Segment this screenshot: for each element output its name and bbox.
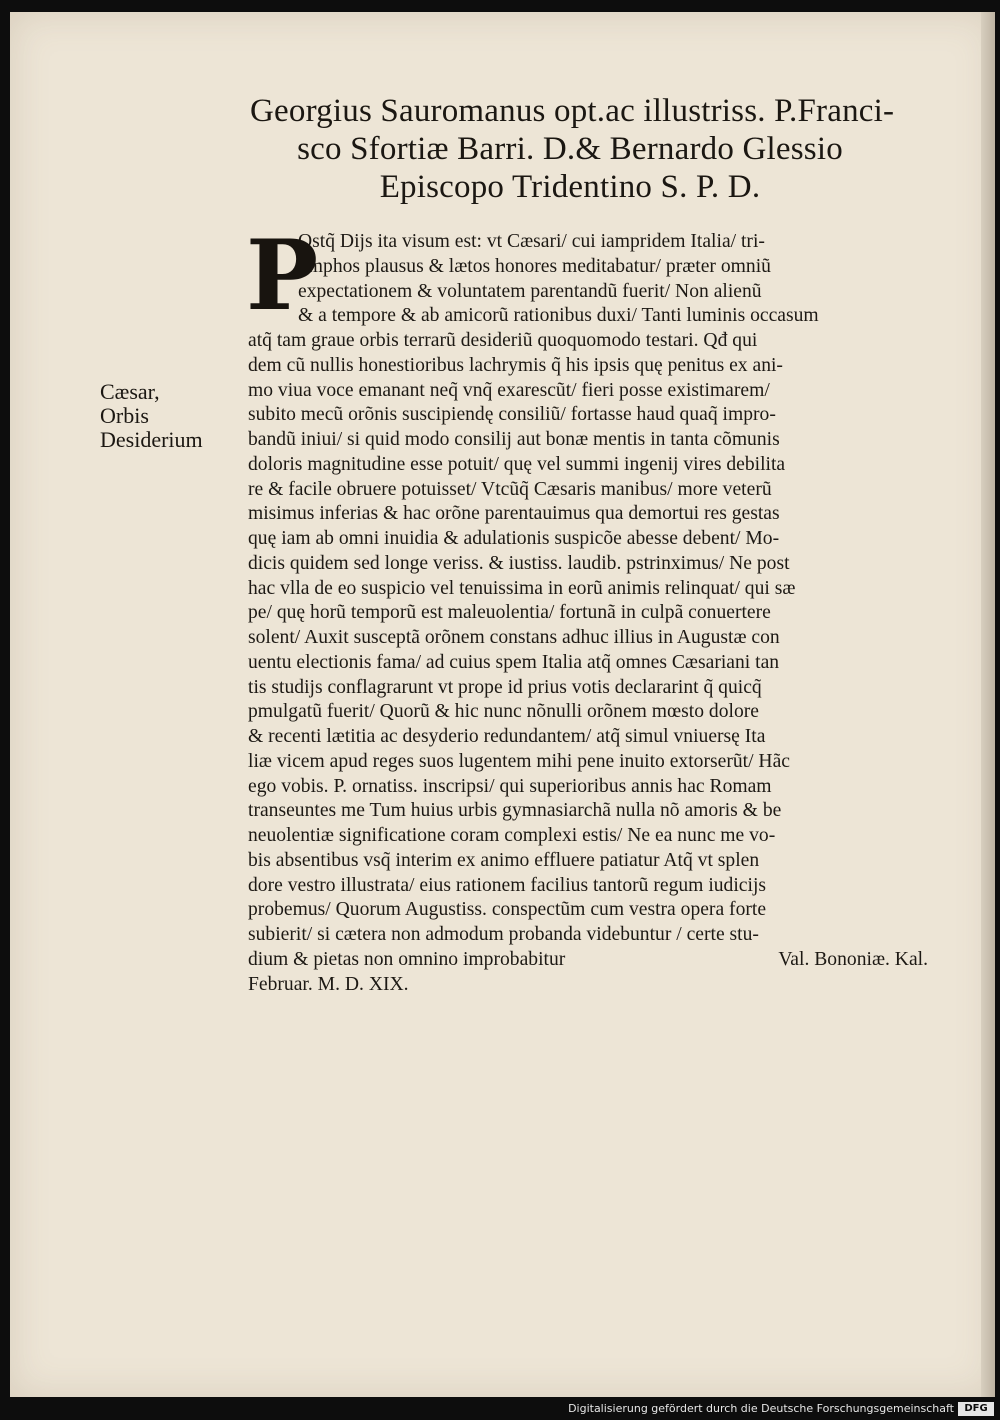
text-line: pe/ quę horũ temporũ est maleuolentia/ fortunã in culpã conuertere [248, 602, 771, 624]
text-line: bandũ iniui/ si quid modo consilij aut bonæ mentis in tanta cõmunis [248, 429, 780, 450]
page-edge [981, 12, 995, 1397]
text-line: subito mecũ orõnis suscipiendę consiliũ/ fortasse haud quaq̃ impro- [248, 404, 776, 426]
date-line: Februar. M. D. XIX. [248, 973, 409, 995]
text-line: probemus/ Quorum Augustiss. conspectũm cum vestra opera forte [248, 899, 767, 921]
closing-line [248, 948, 928, 973]
marginal-note-line: Cæsar, [100, 379, 160, 404]
text-line: solent/ Auxit susceptã orõnem constans adhuc illius in Augustæ con [248, 627, 780, 648]
text-line: bis absentibus vsq̃ interim ex animo effluere patiatur Atq̃ vt splen [248, 849, 760, 871]
closing-text: dium & pietas non omnino improbabitur [248, 948, 566, 970]
text-line: re & facile obruere potuisset/ Vtcũq̃ Cæsaris manibus/ more veterũ [248, 478, 772, 500]
text-line: dicis quidem sed longe veriss. & iustiss. laudib. pstrinximus/ Ne post [248, 552, 790, 574]
heading-line: sco Sfortiæ Barri. D.& Bernardo Glessio [297, 131, 843, 167]
digitization-footer [0, 1398, 1000, 1420]
text-line: expectationem & voluntatem parentandũ fuerit/ Non alienũ [298, 280, 762, 302]
text-line: hac vlla de eo suspicio vel tenuissima in eorũ animis relinquat/ qui sæ [248, 577, 796, 599]
text-line: liæ vicem apud reges suos lugentem mihi pene inuito extorserũt/ Hãc [248, 750, 790, 772]
marginal-note-line: Desiderium [100, 427, 203, 452]
text-line: umphos plausus & lætos honores meditabatur/ præter omniũ [298, 255, 771, 277]
dfg-logo: DFG [958, 1402, 994, 1416]
text-line: & a tempore & ab amicorũ rationibus duxi/ Tanti luminis occasum [298, 305, 819, 327]
letter-heading [250, 92, 895, 206]
heading-line: Episcopo Tridentino S. P. D. [379, 169, 761, 205]
footer-credit: Digitalisierung gefördert durch die Deutsche Forschungsgemeinschaft [568, 1402, 954, 1415]
text-line: pmulgatũ fuerit/ Quorũ & hic nunc nõnulli orõnem mœsto dolore [248, 701, 759, 723]
text-line: misimus inferias & hac orõne parentauimus qua demortui res gestas [248, 503, 780, 525]
text-line: & recenti lætitia ac desyderio redundantem/ atq̃ simul vniuersę Ita [248, 726, 766, 747]
place-of-writing: Val. Bononiæ. Kal. [778, 948, 928, 970]
text-line: uentu electionis fama/ ad cuius spem Italia atq̃ omnes Cæsariani tan [248, 651, 780, 673]
letter-body [246, 219, 938, 997]
heading-line: Georgius Sauromanus opt.ac illustriss. P.Franci- [250, 93, 895, 129]
text-line: dore vestro illustrata/ eius rationem facilius tantorũ regum iudicijs [248, 874, 767, 896]
marginal-note [100, 380, 240, 452]
text-line: dem cũ nullis honestioribus lachrymis q̃ his ipsis quę penitus ex ani- [248, 354, 783, 376]
text-line: tis studijs conflagrarunt vt prope id prius votis declararint q̃ quicq̃ [248, 676, 762, 698]
document-page [10, 12, 995, 1397]
drop-cap-initial: P [246, 219, 319, 332]
text-line: Ostq̃ Dijs ita visum est: vt Cæsari/ cui iampridem Italia/ tri- [298, 231, 765, 252]
text-line: subierit/ si cætera non admodum probanda videbuntur / certe stu- [248, 924, 759, 945]
text-line: neuolentiæ significatione coram complexi estis/ Ne ea nunc me vo- [248, 825, 776, 846]
text-line: quę iam ab omni inuidia & adulationis suspicõe abesse debent/ Mo- [248, 528, 780, 549]
text-line: atq̃ tam graue orbis terrarũ desideriũ quoquomodo testari. Qđ qui [248, 330, 758, 351]
text-line: transeuntes me Tum huius urbis gymnasiarchã nulla nõ amoris & be [248, 800, 782, 822]
marginal-note-line: Orbis [100, 403, 149, 428]
text-line: mo viua voce emanant neq̃ vnq̃ exarescũt/ fieri posse existimarem/ [248, 379, 770, 401]
text-line: ego vobis. P. ornatiss. inscripsi/ qui superioribus annis hac Romam [248, 775, 772, 797]
text-line: doloris magnitudine esse potuit/ quę vel summi ingenij vires debilita [248, 453, 786, 475]
